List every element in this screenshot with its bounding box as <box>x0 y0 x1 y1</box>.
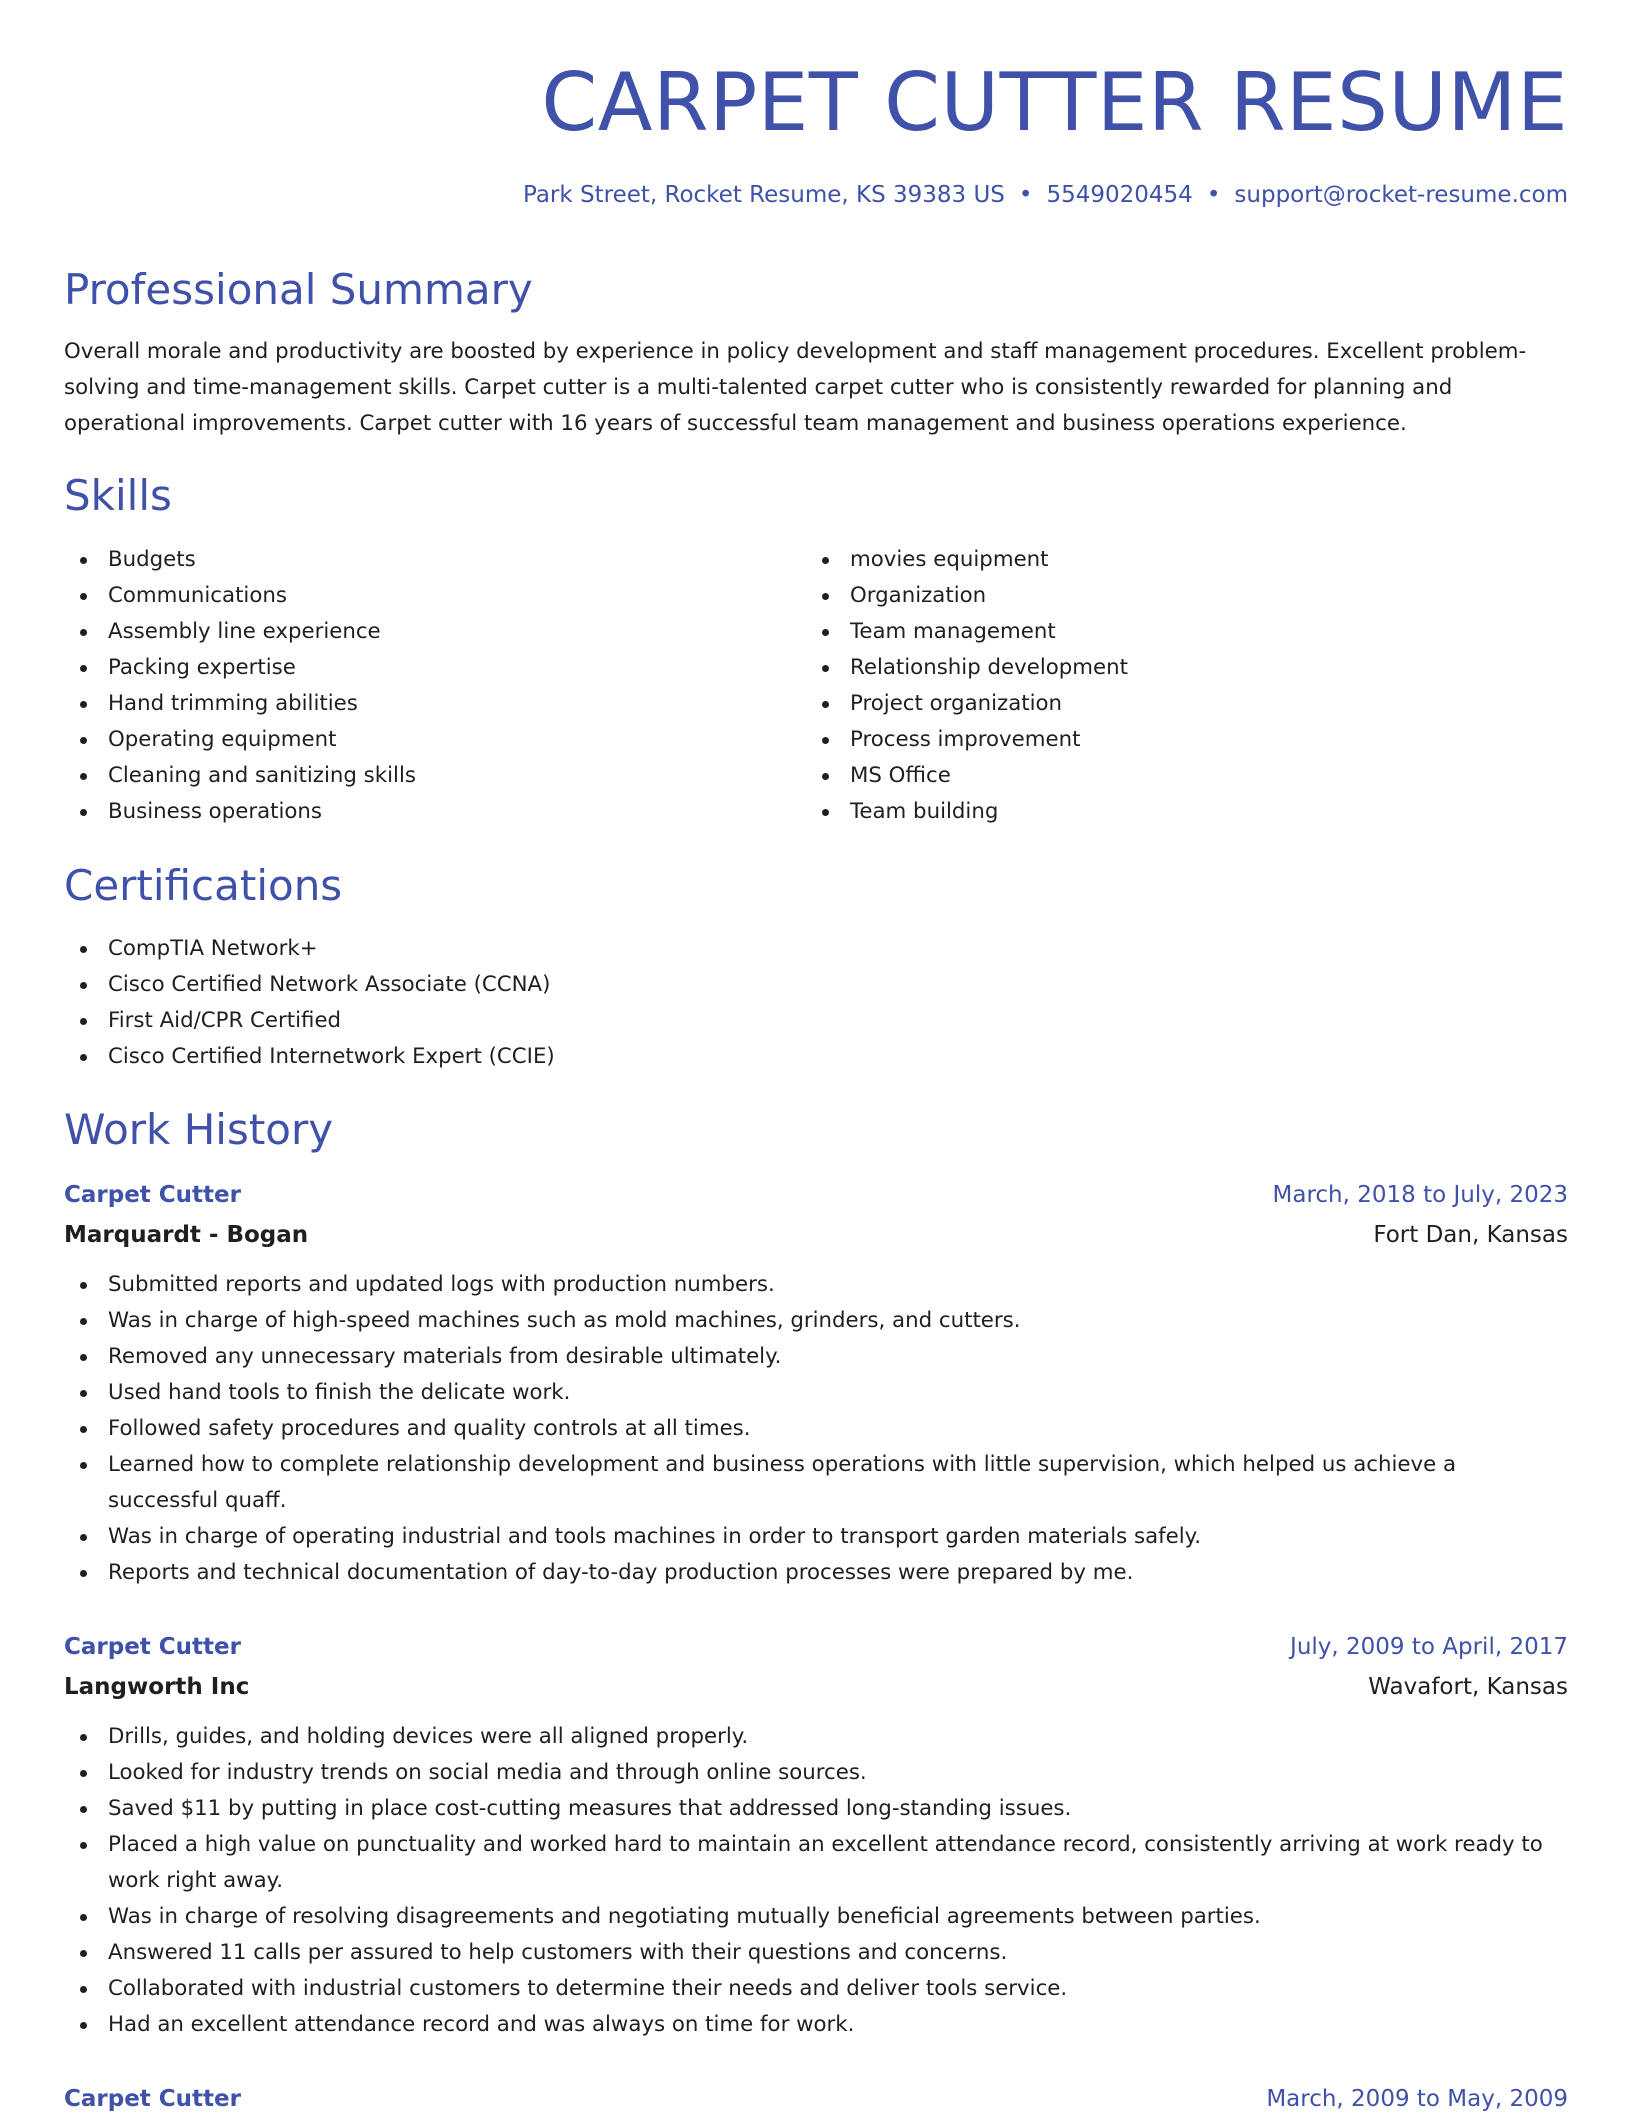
contact-line <box>523 179 1568 211</box>
list-item: Was in charge of operating industrial and tools machines in order to transport garden materials safely. <box>64 1519 1568 1555</box>
list-item: Was in charge of resolving disagreements and negotiating mutually beneficial agreements between parties. <box>64 1899 1568 1935</box>
list-item: Was in charge of high-speed machines such as mold machines, grinders, and cutters. <box>64 1303 1568 1339</box>
list-item: Submitted reports and updated logs with production numbers. <box>64 1267 1568 1303</box>
job-entry <box>64 1175 1568 1591</box>
list-item: movies equipment <box>806 542 1128 578</box>
job-entry <box>64 2079 1568 2119</box>
list-item: Organization <box>806 578 1128 614</box>
skills-list-left <box>64 542 416 830</box>
summary-heading: Professional Summary <box>64 265 533 314</box>
job-header <box>64 1627 1568 1667</box>
job-entry <box>64 1627 1568 2043</box>
list-item: Operating equipment <box>64 722 416 758</box>
list-item: Cleaning and sanitizing skills <box>64 758 416 794</box>
list-item: Answered 11 calls per assured to help customers with their questions and concerns. <box>64 1935 1568 1971</box>
resume-title: CARPET CUTTER RESUME <box>541 56 1568 149</box>
job-subheader <box>64 1215 1568 1255</box>
list-item: Collaborated with industrial customers to determine their needs and deliver tools service. <box>64 1971 1568 2007</box>
job-location: Wavafort, Kansas <box>1368 1674 1568 1700</box>
list-item: Looked for industry trends on social media and through online sources. <box>64 1755 1568 1791</box>
list-item: Communications <box>64 578 416 614</box>
job-subheader <box>64 1667 1568 1707</box>
list-item: Reports and technical documentation of day-to-day production processes were prepared by me. <box>64 1555 1568 1591</box>
list-item: Relationship development <box>806 650 1128 686</box>
list-item: Cisco Certified Network Associate (CCNA) <box>64 967 555 1003</box>
job-title: Carpet Cutter <box>64 1182 241 1208</box>
job-header <box>64 1175 1568 1215</box>
list-item: Used hand tools to finish the delicate work. <box>64 1375 1568 1411</box>
job-company: Langworth Inc <box>64 1674 250 1700</box>
contact-separator: • <box>1206 182 1221 208</box>
job-duties-list <box>64 1267 1568 1591</box>
job-title: Carpet Cutter <box>64 1634 241 1660</box>
list-item: Hand trimming abilities <box>64 686 416 722</box>
certifications-list <box>64 931 555 1075</box>
job-dates: March, 2018 to July, 2023 <box>1272 1182 1568 1208</box>
list-item: MS Office <box>806 758 1128 794</box>
list-item: Learned how to complete relationship development and business operations with little supervision, which helped us achieve a successful quaff. <box>64 1447 1568 1519</box>
contact-phone: 5549020454 <box>1046 182 1193 208</box>
certifications-heading: Certifications <box>64 861 343 910</box>
list-item: Business operations <box>64 794 416 830</box>
skills-heading: Skills <box>64 471 172 520</box>
list-item: Removed any unnecessary materials from desirable ultimately. <box>64 1339 1568 1375</box>
list-item: Team management <box>806 614 1128 650</box>
list-item: Assembly line experience <box>64 614 416 650</box>
job-company: Marquardt - Bogan <box>64 1222 309 1248</box>
list-item: Project organization <box>806 686 1128 722</box>
job-location: Fort Dan, Kansas <box>1373 1222 1568 1248</box>
list-item: Placed a high value on punctuality and worked hard to maintain an excellent attendance record, consistently arriving at work ready to work right away. <box>64 1827 1568 1899</box>
contact-separator: • <box>1018 182 1033 208</box>
job-header <box>64 2079 1568 2119</box>
job-dates: March, 2009 to May, 2009 <box>1266 2086 1568 2112</box>
work-history-heading: Work History <box>64 1105 334 1154</box>
list-item: Process improvement <box>806 722 1128 758</box>
list-item: Team building <box>806 794 1128 830</box>
list-item: Cisco Certified Internetwork Expert (CCIE) <box>64 1039 555 1075</box>
summary-text: Overall morale and productivity are boosted by experience in policy development and staff management procedures. Excellent problem-solving and time-management skills. Carpet cutter is a multi-talented carpet cutter who is consistently rewarded for planning and operational improvements. Carpet cutter with 16 years of successful team management and business operations experience. <box>64 339 1527 436</box>
list-item: Followed safety procedures and quality controls at all times. <box>64 1411 1568 1447</box>
list-item: Budgets <box>64 542 416 578</box>
job-dates: July, 2009 to April, 2017 <box>1290 1634 1568 1660</box>
list-item: Drills, guides, and holding devices were all aligned properly. <box>64 1719 1568 1755</box>
list-item: CompTIA Network+ <box>64 931 555 967</box>
contact-email: support@rocket-resume.com <box>1234 182 1568 208</box>
job-title: Carpet Cutter <box>64 2086 241 2112</box>
list-item: Saved $11 by putting in place cost-cutting measures that addressed long-standing issues. <box>64 1791 1568 1827</box>
list-item: First Aid/CPR Certified <box>64 1003 555 1039</box>
job-duties-list <box>64 1719 1568 2043</box>
skills-list-right <box>806 542 1128 830</box>
contact-address: Park Street, Rocket Resume, KS 39383 US <box>522 182 1005 208</box>
list-item: Had an excellent attendance record and was always on time for work. <box>64 2007 1568 2043</box>
list-item: Packing expertise <box>64 650 416 686</box>
